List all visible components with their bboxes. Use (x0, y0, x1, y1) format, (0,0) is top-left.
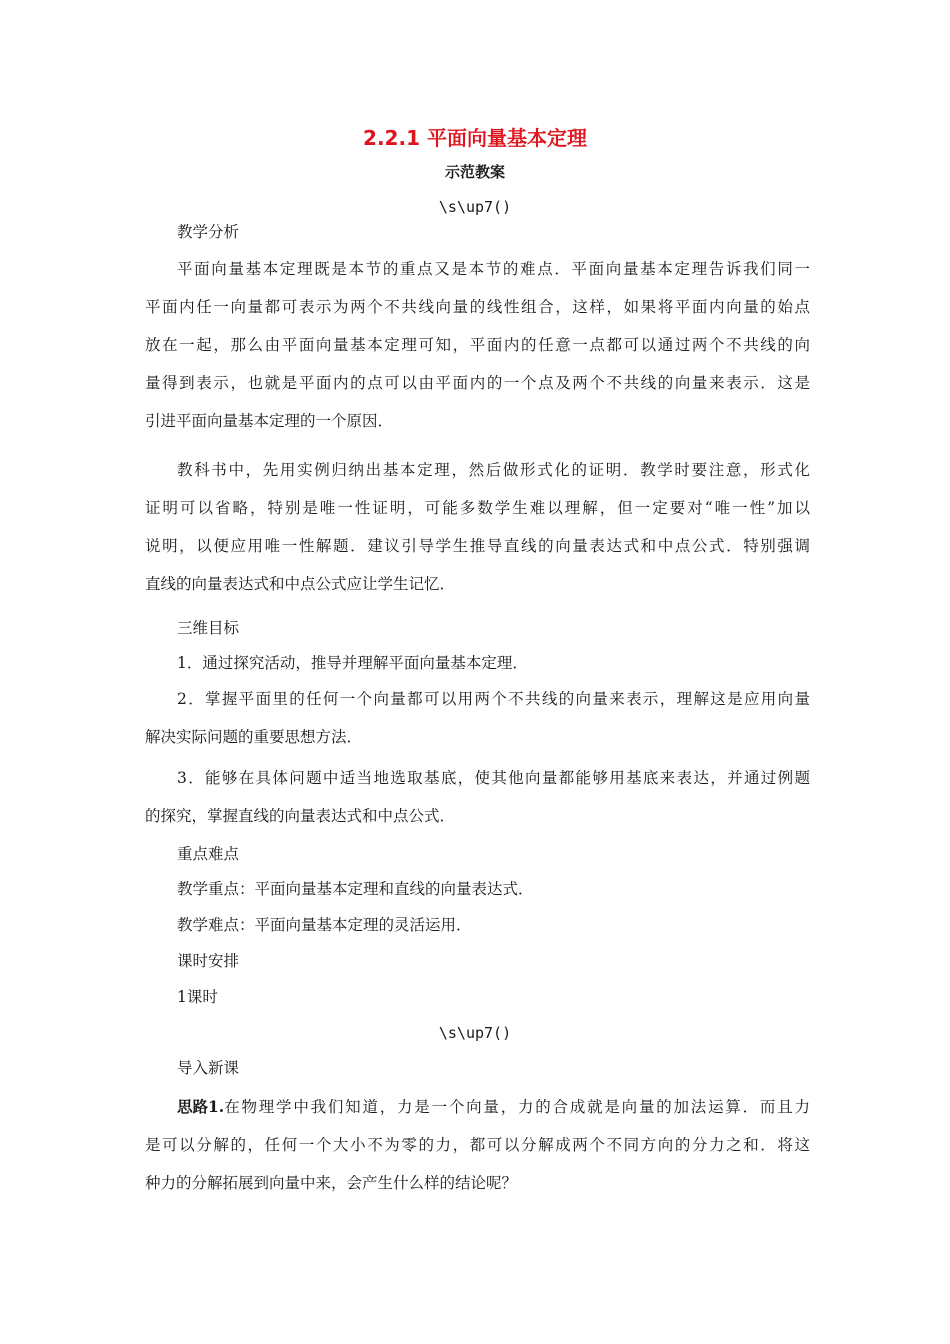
paragraph-line: 直线的向量表达式和中点公式应让学生记忆． (145, 575, 456, 593)
teaching-difficulty: 教学难点：平面向量基本定理的灵活运用． (177, 916, 472, 934)
paragraph-line: 平面内任一向量都可表示为两个不共线向量的线性组合，这样，如果将平面内向量的始点 (145, 298, 810, 316)
paragraph-line: 说明，以便应用唯一性解题．建议引导学生推导直线的向量表达式和中点公式．特别强调 (145, 537, 810, 555)
section-heading-goals: 三维目标 (177, 619, 240, 637)
intro-first-line (177, 1097, 810, 1117)
document-subtitle: 示范教案 (444, 163, 505, 181)
document-title: 2.2.1 平面向量基本定理 (363, 126, 587, 150)
paragraph-line: 放在一起，那么由平面向量基本定理可知，平面内的任意一点都可以通过两个不共线的向 (145, 336, 810, 354)
field-code-marker: \s\up7() (438, 1024, 512, 1042)
paragraph-line: 种力的分解拓展到向量中来，会产生什么样的结论呢？ (145, 1174, 518, 1192)
goal-item: 3．能够在具体问题中适当地选取基底，使其他向量都能够用基底来表达，并通过例题 (177, 769, 810, 787)
section-heading-schedule: 课时安排 (177, 952, 240, 970)
paragraph-line: 在物理学中我们知道，力是一个向量，力的合成就是向量的加法运算．而且力 (224, 1098, 810, 1116)
paragraph-line: 平面向量基本定理既是本节的重点又是本节的难点．平面向量基本定理告诉我们同一 (177, 260, 810, 278)
paragraph-line: 引进平面向量基本定理的一个原因． (145, 412, 394, 430)
idea-label: 思路1. (177, 1097, 225, 1116)
section-heading-analysis: 教学分析 (177, 223, 240, 241)
teaching-key-point: 教学重点：平面向量基本定理和直线的向量表达式． (177, 880, 534, 898)
paragraph-line: 证明可以省略，特别是唯一性证明，可能多数学生难以理解，但一定要对“唯一性”加以 (145, 499, 810, 517)
class-hours: 1课时 (177, 988, 218, 1006)
paragraph-line: 教科书中，先用实例归纳出基本定理，然后做形式化的证明．教学时要注意，形式化 (177, 461, 810, 479)
goal-item-continuation: 解决实际问题的重要思想方法． (145, 728, 363, 746)
goal-item: 1．通过探究活动，推导并理解平面向量基本定理． (177, 654, 528, 672)
section-heading-keypoints: 重点难点 (177, 845, 240, 863)
section-heading-intro: 导入新课 (177, 1059, 240, 1077)
paragraph-line: 是可以分解的，任何一个大小不为零的力，都可以分解成两个不同方向的分力之和．将这 (145, 1136, 810, 1154)
field-code-marker: \s\up7() (438, 198, 512, 216)
goal-item: 2．掌握平面里的任何一个向量都可以用两个不共线的向量来表示，理解这是应用向量 (177, 690, 810, 708)
paragraph-line: 量得到表示，也就是平面内的点可以由平面内的一个点及两个不共线的向量来表示．这是 (145, 374, 810, 392)
goal-item-continuation: 的探究，掌握直线的向量表达式和中点公式． (145, 807, 456, 825)
